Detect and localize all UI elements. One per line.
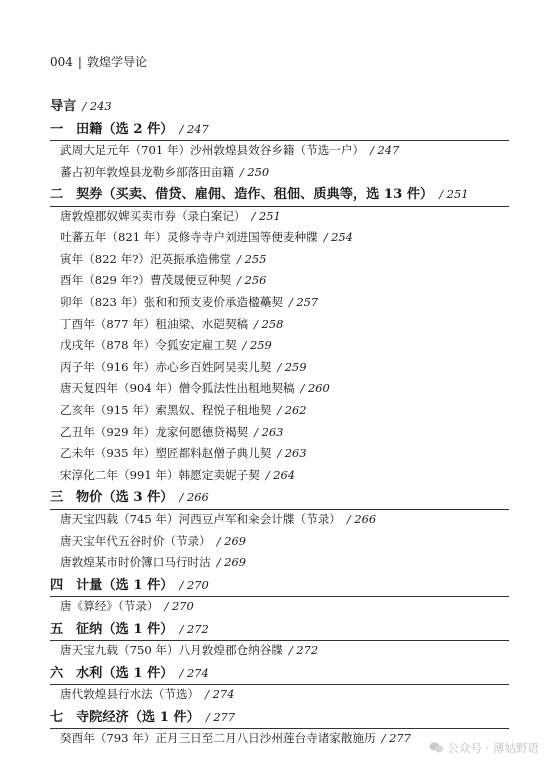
section-title: 田籍（选 2 件） xyxy=(76,121,174,137)
entry-title: 癸酉年（793 年）正月三日至二月八日沙州莲台寺诸家散施历 xyxy=(60,731,376,746)
toc-entry xyxy=(0,249,559,271)
running-header xyxy=(50,55,147,69)
toc-entry xyxy=(0,162,559,184)
page-ref: / 269 xyxy=(217,555,246,569)
entry-title: 唐敦煌郡奴婢买卖市券（录白案记） xyxy=(60,208,246,223)
toc-entry xyxy=(0,531,559,553)
page-ref: / 266 xyxy=(347,512,376,526)
entry-title: 唐天宝四载（745 年）河西豆卢军和籴会计牒（节录） xyxy=(60,511,341,526)
entry-title: 蕃占初年敦煌县龙勒乡部落田亩籍 xyxy=(60,164,234,179)
page-number: 004 xyxy=(50,55,73,69)
page-ref: / 270 xyxy=(165,599,194,613)
page-ref: / 277 xyxy=(206,710,235,724)
toc-entry xyxy=(0,270,559,292)
book-title: 敦煌学导论 xyxy=(86,55,147,69)
entry-title: 唐敦煌某市时价簿口马行时沽 xyxy=(60,555,211,570)
section-number: 五 xyxy=(50,621,64,637)
page-ref: / 274 xyxy=(179,666,208,680)
toc-section xyxy=(0,618,559,641)
section-title: 物价（选 3 件） xyxy=(76,490,174,506)
entry-title: 宋淳化二年（991 年）韩愿定卖妮子契 xyxy=(60,467,260,482)
table-of-contents xyxy=(0,95,559,750)
section-number: 二 xyxy=(50,187,64,203)
section-number: 七 xyxy=(50,709,64,725)
toc-section xyxy=(0,118,559,141)
page-ref: / 257 xyxy=(289,295,318,309)
toc-entry xyxy=(0,443,559,465)
page-ref: / 277 xyxy=(382,731,411,745)
section-title: 寺院经济（选 1 件） xyxy=(76,709,200,725)
entry-title: 丁酉年（877 年）租油梁、水硙契稿 xyxy=(60,316,249,331)
toc-section xyxy=(0,183,559,206)
watermark xyxy=(429,740,539,756)
page-ref: / 247 xyxy=(370,143,399,157)
page-ref: / 250 xyxy=(240,165,269,179)
page-ref: / 251 xyxy=(439,187,468,201)
toc-entry xyxy=(0,378,559,400)
toc-entry xyxy=(0,684,559,706)
section-title: 计量（选 1 件） xyxy=(76,577,174,593)
entry-title: 唐代敦煌县行水法（节选） xyxy=(60,687,200,702)
toc-section xyxy=(0,662,559,685)
entry-title: 寅年（822 年?）汜英振承造佛堂 xyxy=(60,251,232,266)
toc-section xyxy=(0,706,559,729)
page-ref: / 259 xyxy=(243,338,272,352)
page-ref: / 263 xyxy=(254,425,283,439)
page-ref: / 266 xyxy=(179,490,208,504)
section-number: 一 xyxy=(50,121,64,137)
entry-title: 唐天宝年代五谷时价（节录） xyxy=(60,533,211,548)
entry-title: 卯年（823 年）张和和预支麦价承造楹蘽契 xyxy=(60,295,283,310)
page-ref: / 272 xyxy=(289,643,318,657)
toc-entry xyxy=(0,206,559,228)
toc-entry xyxy=(0,140,559,162)
toc-section xyxy=(0,574,559,597)
watermark-text: 公众号 · 薄姑野语 xyxy=(447,741,539,755)
entry-title: 酉年（829 年?）曹茂晟便豆种契 xyxy=(60,273,232,288)
entry-title: 乙亥年（915 年）索黑奴、程悦子租地契 xyxy=(60,403,272,418)
toc-section xyxy=(0,486,559,509)
page-ref: / 262 xyxy=(277,403,306,417)
header-separator: | xyxy=(77,55,82,69)
toc-entry xyxy=(0,552,559,574)
section-number: 四 xyxy=(50,577,64,593)
entry-title: 戊戌年（878 年）令狐安定雇工契 xyxy=(60,338,237,353)
toc-entry xyxy=(0,227,559,249)
toc-entry xyxy=(0,509,559,531)
entry-title: 唐天复四年（904 年）僧令狐法性出租地契稿 xyxy=(60,381,295,396)
page-ref: / 270 xyxy=(179,578,208,592)
wechat-icon xyxy=(429,742,444,753)
section-title: 契券（买卖、借贷、雇佣、造作、租佃、质典等，选 13 件） xyxy=(76,187,434,203)
toc-entry xyxy=(0,422,559,444)
toc-entry xyxy=(0,357,559,379)
page-ref: / 243 xyxy=(82,99,111,113)
page-ref: / 258 xyxy=(254,317,283,331)
page-ref: / 247 xyxy=(179,122,208,136)
entry-title: 唐《算经》（节录） xyxy=(60,599,159,614)
entry-title: 唐天宝九载（750 年）八月敦煌郡仓纳谷牒 xyxy=(60,643,283,658)
section-title: 征纳（选 1 件） xyxy=(76,621,174,637)
toc-entry xyxy=(0,292,559,314)
entry-title: 武周大足元年（701 年）沙州敦煌县效谷乡籍（节选一户） xyxy=(60,143,365,157)
toc-entry xyxy=(0,335,559,357)
entry-title: 乙未年（935 年）塑匠都料赵僧子典儿契 xyxy=(60,446,272,461)
page-ref: / 259 xyxy=(277,360,306,374)
page-ref: / 272 xyxy=(179,622,208,636)
toc-entry xyxy=(0,400,559,422)
page-ref: / 260 xyxy=(301,381,330,395)
page-ref: / 263 xyxy=(277,446,306,460)
page-ref: / 254 xyxy=(324,230,353,244)
page-ref: / 251 xyxy=(252,209,281,223)
entry-title: 乙丑年（929 年）龙家何愿德贷褐契 xyxy=(60,424,249,439)
section-title: 水利（选 1 件） xyxy=(76,665,174,681)
section-number: 三 xyxy=(50,490,64,506)
page-ref: / 274 xyxy=(205,687,234,701)
section-number: 导言 xyxy=(50,99,77,114)
page-ref: / 269 xyxy=(217,534,246,548)
toc-entry xyxy=(0,314,559,336)
page-ref: / 255 xyxy=(237,252,266,266)
page-ref: / 256 xyxy=(237,273,266,287)
entry-title: 丙子年（916 年）赤心乡百姓阿吴卖儿契 xyxy=(60,359,272,374)
toc-entry xyxy=(0,596,559,618)
entry-title: 吐蕃五年（821 年）灵修寺寺户刘进国等便麦种牒 xyxy=(60,230,318,245)
toc-entry xyxy=(0,465,559,487)
toc-section xyxy=(0,95,559,118)
section-number: 六 xyxy=(50,665,64,681)
page-ref: / 264 xyxy=(266,468,295,482)
toc-entry xyxy=(0,640,559,662)
